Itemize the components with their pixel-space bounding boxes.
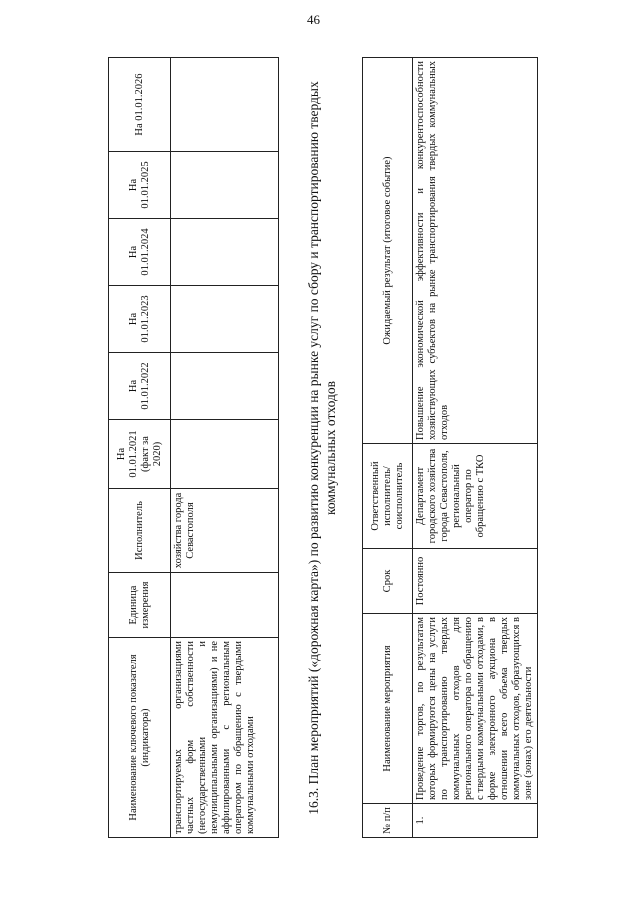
responsible-cell: Департамент городского хозяйства города Севастополя, региональный оператор по обращению с ТКО <box>413 444 538 549</box>
section-title: 16.3. План мероприятий («дорожная карта») по развитию конкуренции на рынке услуг по сбору и транспортированию твердых коммунальных отходов <box>306 81 338 815</box>
header-event-name: Наименование мероприятия <box>363 614 413 804</box>
value-2021-cell <box>171 420 279 489</box>
indicator-table-wrapper <box>108 58 290 838</box>
header-2024: На 01.01.2024 <box>109 219 171 286</box>
unit-cell <box>171 573 279 638</box>
term-cell: Постоянно <box>413 549 538 614</box>
indicator-header-row <box>109 58 171 838</box>
value-2025-cell <box>171 152 279 219</box>
header-2021: На 01.01.2021 (факт за 2020) <box>109 420 171 489</box>
header-expected-result: Ожидаемый результат (итоговое событие) <box>363 58 413 444</box>
section-heading-wrapper <box>303 58 363 838</box>
plan-header-row <box>363 58 413 838</box>
header-term: Срок <box>363 549 413 614</box>
value-2023-cell <box>171 286 279 353</box>
value-2026-cell <box>171 58 279 152</box>
header-num: № п/п <box>363 804 413 838</box>
header-2023: На 01.01.2023 <box>109 286 171 353</box>
header-2025: На 01.01.2025 <box>109 152 171 219</box>
indicator-table <box>108 57 279 838</box>
header-2022: На 01.01.2022 <box>109 353 171 420</box>
executor-cell: хозяйства города Севастополя <box>171 489 279 573</box>
table-row <box>171 58 279 838</box>
page-number: 46 <box>307 12 320 27</box>
value-2022-cell <box>171 353 279 420</box>
header-unit: Единица измерения <box>109 573 171 638</box>
value-2024-cell <box>171 219 279 286</box>
plan-table-wrapper <box>362 58 534 838</box>
num-cell: 1. <box>413 804 538 838</box>
event-name-cell: Проведение торгов, по результатам которых формируются цены на услуги по транспортированию твердых коммунальных отходов для регионального оператора по обращению с твердыми коммунальными отходами, в форме электронного аукциона в отношении всего объема твердых коммунальных отходов, образующихся в зоне (зонах) его деятельности <box>413 614 538 804</box>
indicator-name-cell: транспортируемых организациями частных форм собственности (негосударственными и немуниципальными организациями) и не аффилированными с региональным оператором по обращению с твердыми коммунальными отходами <box>171 638 279 838</box>
table-row <box>413 58 538 838</box>
plan-table <box>362 57 538 838</box>
expected-result-cell: Повышение экономической эффективности и конкурентоспособности хозяйствующих субъектов на рынке транспортирования твердых коммунальных отходов <box>413 58 538 444</box>
header-indicator-name: Наименование ключевого показателя (индикатора) <box>109 638 171 838</box>
header-2026: На 01.01.2026 <box>109 58 171 152</box>
header-executor: Исполнитель <box>109 489 171 573</box>
header-responsible: Ответственный исполнитель/ соисполнитель <box>363 444 413 549</box>
